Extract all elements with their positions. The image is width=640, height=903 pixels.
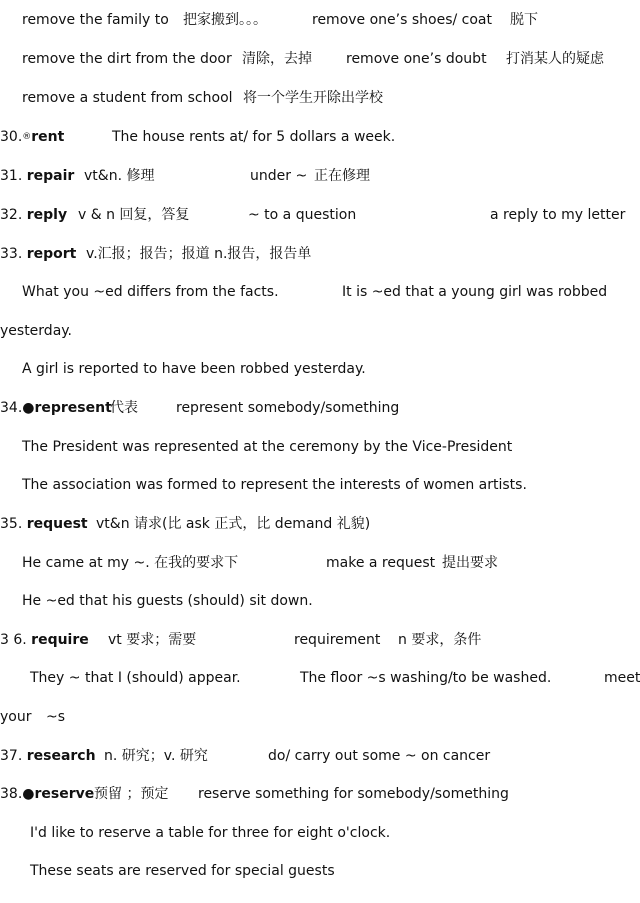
example-text: He came at my ~. 在我的要求下 [22,555,239,571]
bullet-mark: ● [22,400,35,416]
phrase-text: ~ to a question [248,207,357,223]
headword: rent [31,129,65,145]
example-text: I'd like to reserve a table for three for eight o'clock. [30,825,391,841]
example-text: meet [604,670,640,686]
entry-heading [0,242,640,266]
entry-heading [0,125,640,149]
entry-number [0,744,96,768]
phrase-text: under ~ [250,168,308,184]
phrase-text: remove one’s doubt [346,51,487,67]
phrase-text: reserve something for somebody/something [198,786,509,802]
example-text: These seats are reserved for special guests [30,863,335,879]
example-line [0,705,640,729]
entry-number-text: 31. [0,168,23,184]
example-text: He ~ed that his guests (should) sit down. [22,593,313,609]
example-line [0,551,640,575]
headword: report [26,246,77,262]
example-line [0,473,640,497]
entry-number [0,512,88,536]
entry-number [0,628,89,652]
headword: represent [34,400,112,416]
example-text: It is ~ed that a young girl was robbed [342,284,608,300]
entry-number [0,203,67,227]
phrase-text: represent somebody/something [176,400,400,416]
example-text: They ~ that I (should) appear. [30,670,241,686]
phrase-text: remove the dirt from the door [22,51,232,67]
phrase-text: a reply to my letter [490,207,626,223]
entry-heading [0,396,640,420]
entry-number-text: 34. [0,400,23,416]
definition-text: vt&n. 修理 [84,168,155,184]
example-line [0,280,640,304]
entry-number-text: 33. [0,246,23,262]
example-text: What you ~ed differs from the facts. [22,284,279,300]
example-line [0,357,640,381]
translation-text: n 要求，条件 [398,632,482,648]
translation-text: 清除，去掉 [242,51,312,67]
entry-line [0,47,640,71]
headword: research [26,748,96,764]
phrase-text: remove one’s shoes/ coat [312,12,492,28]
example-text: The house rents at/ for 5 dollars a week. [112,129,396,145]
definition-text: vt 要求；需要 [108,632,197,648]
translation-text: 把家搬到。。。 [183,12,267,28]
example-line [0,821,640,845]
translation-text: 打消某人的疑虑 [506,51,604,67]
entry-line [0,8,640,32]
translation-text: 提出要求 [442,555,498,571]
example-text: ~s [46,709,66,725]
entry-number-text: 3 6. [0,632,27,648]
entry-number-text: 37. [0,748,23,764]
entry-number [0,125,64,149]
entry-line [0,86,640,110]
registered-mark: ® [22,132,32,142]
example-line [0,859,640,883]
phrase-text: remove a student from school [22,90,233,106]
phrase-text: remove the family to [22,12,169,28]
headword: reply [26,207,68,223]
phrase-text: do/ carry out some ~ on cancer [268,748,491,764]
entry-number [0,242,76,266]
entry-number-text: 30. [0,129,23,145]
definition-text: vt&n 请求(比 ask 正式，比 demand 礼貌) [96,516,371,532]
entry-number-text: 35. [0,516,23,532]
definition-text: v.汇报；报告；报道 n.报告，报告单 [86,246,312,262]
example-text: your [0,709,32,725]
entry-heading [0,782,640,806]
example-text: A girl is reported to have been robbed yesterday. [22,361,366,377]
example-line [0,319,640,343]
example-text: The President was represented at the ceremony by the Vice-President [22,439,513,455]
entry-heading [0,164,640,188]
entry-number [0,396,112,420]
translation-text: 正在修理 [314,168,370,184]
example-line [0,589,640,613]
example-line [0,435,640,459]
translation-text: 脱下 [510,12,538,28]
headword: require [31,632,89,648]
example-text: yesterday. [0,323,73,339]
headword: repair [26,168,75,184]
example-line [0,666,640,690]
entry-heading [0,203,640,227]
headword: request [26,516,88,532]
entry-heading [0,512,640,536]
entry-number [0,782,94,806]
phrase-text: requirement [294,632,381,648]
bullet-mark: ● [22,786,35,802]
example-text: The floor ~s washing/to be washed. [300,670,552,686]
entry-number-text: 32. [0,207,23,223]
example-text: The association was formed to represent the interests of women artists. [22,477,527,493]
phrase-text: make a request [326,555,436,571]
entry-number [0,164,74,188]
headword: reserve [34,786,95,802]
definition-text: 代表 [110,400,138,416]
translation-text: 将一个学生开除出学校 [243,90,383,106]
entry-heading [0,628,640,652]
definition-text: n. 研究；v. 研究 [104,748,208,764]
definition-text: 预留 ；预定 [94,786,169,802]
definition-text: v & n 回复，答复 [78,207,190,223]
entry-number-text: 38. [0,786,23,802]
entry-heading [0,744,640,768]
